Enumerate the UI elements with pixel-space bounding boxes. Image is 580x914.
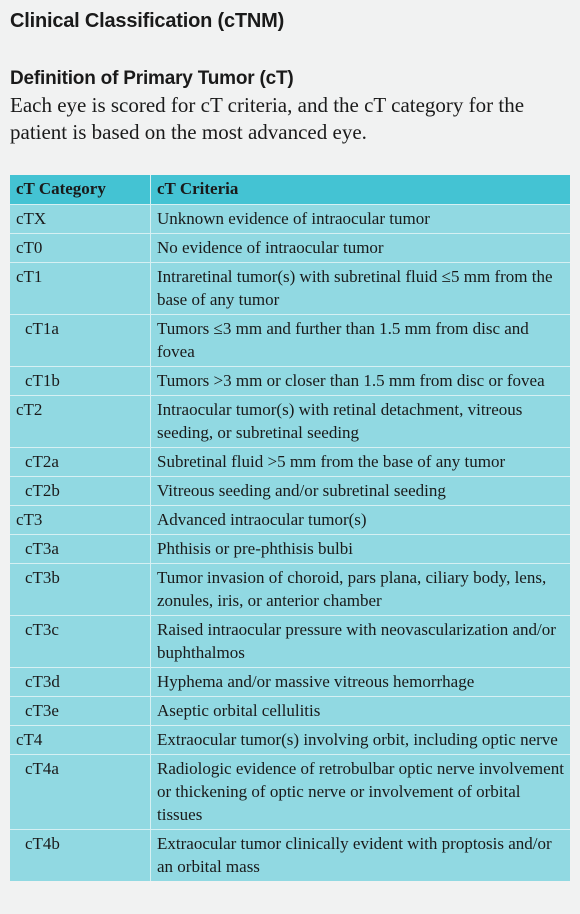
- ct-category-cell: cT1b: [10, 367, 151, 396]
- header-ct-criteria: cT Criteria: [151, 175, 571, 205]
- table-row: [10, 448, 570, 477]
- ct-criteria-cell: Advanced intraocular tumor(s): [151, 506, 571, 535]
- table-row: [10, 477, 570, 506]
- ct-criteria-cell: Extraocular tumor(s) involving orbit, including optic nerve: [151, 726, 571, 755]
- ct-category-cell: cT0: [10, 234, 151, 263]
- ct-criteria-cell: Intraocular tumor(s) with retinal detachment, vitreous seeding, or subretinal seeding: [151, 396, 571, 448]
- ct-criteria-cell: Radiologic evidence of retrobulbar optic nerve involvement or thickening of optic nerve or involvement of orbital tissues: [151, 755, 571, 830]
- ct-category-cell: cTX: [10, 205, 151, 234]
- ct-criteria-cell: Unknown evidence of intraocular tumor: [151, 205, 571, 234]
- ct-criteria-cell: Raised intraocular pressure with neovascularization and/or buphthalmos: [151, 616, 571, 668]
- table-row: [10, 755, 570, 830]
- table-body: [10, 205, 570, 882]
- ct-criteria-cell: Tumors >3 mm or closer than 1.5 mm from disc or fovea: [151, 367, 571, 396]
- ct-criteria-cell: Phthisis or pre-phthisis bulbi: [151, 535, 571, 564]
- ct-criteria-cell: Tumors ≤3 mm and further than 1.5 mm from disc and fovea: [151, 315, 571, 367]
- ct-category-cell: cT1a: [10, 315, 151, 367]
- header-row: [10, 175, 570, 205]
- ct-criteria-cell: Extraocular tumor clinically evident with proptosis and/or an orbital mass: [151, 830, 571, 882]
- ct-category-table: [10, 175, 570, 881]
- table-row: [10, 697, 570, 726]
- ct-category-cell: cT4b: [10, 830, 151, 882]
- ct-category-cell: cT4a: [10, 755, 151, 830]
- page-title: Clinical Classification (cTNM): [10, 10, 285, 32]
- ct-category-cell: cT3: [10, 506, 151, 535]
- table-row: [10, 205, 570, 234]
- ct-criteria-cell: Subretinal fluid >5 mm from the base of any tumor: [151, 448, 571, 477]
- ct-category-cell: cT3b: [10, 564, 151, 616]
- table-row: [10, 263, 570, 315]
- table-row: [10, 367, 570, 396]
- ct-category-cell: cT3d: [10, 668, 151, 697]
- ct-criteria-cell: Aseptic orbital cellulitis: [151, 697, 571, 726]
- table-row: [10, 616, 570, 668]
- section-heading: Definition of Primary Tumor (cT): [10, 68, 294, 89]
- table-row: [10, 396, 570, 448]
- header-ct-category: cT Category: [10, 175, 151, 205]
- table-header: [10, 175, 570, 205]
- ct-category-cell: cT3c: [10, 616, 151, 668]
- ct-category-cell: cT2b: [10, 477, 151, 506]
- table-row: [10, 564, 570, 616]
- table-row: [10, 830, 570, 882]
- intro-paragraph: Each eye is scored for cT criteria, and the cT category for the patient is based on the most advanced eye.: [10, 93, 525, 144]
- table-row: [10, 535, 570, 564]
- ct-category-cell: cT1: [10, 263, 151, 315]
- ct-criteria-cell: Intraretinal tumor(s) with subretinal fluid ≤5 mm from the base of any tumor: [151, 263, 571, 315]
- ct-criteria-cell: Vitreous seeding and/or subretinal seeding: [151, 477, 571, 506]
- table-row: [10, 234, 570, 263]
- ct-criteria-cell: No evidence of intraocular tumor: [151, 234, 571, 263]
- ct-criteria-cell: Tumor invasion of choroid, pars plana, ciliary body, lens, zonules, iris, or anterior chamber: [151, 564, 571, 616]
- ct-category-cell: cT2a: [10, 448, 151, 477]
- ct-criteria-cell: Hyphema and/or massive vitreous hemorrhage: [151, 668, 571, 697]
- document-page: [0, 0, 580, 146]
- table-row: [10, 506, 570, 535]
- table-row: [10, 726, 570, 755]
- ct-category-cell: cT2: [10, 396, 151, 448]
- ct-category-cell: cT3e: [10, 697, 151, 726]
- table-row: [10, 315, 570, 367]
- table-row: [10, 668, 570, 697]
- ct-category-cell: cT3a: [10, 535, 151, 564]
- ct-category-cell: cT4: [10, 726, 151, 755]
